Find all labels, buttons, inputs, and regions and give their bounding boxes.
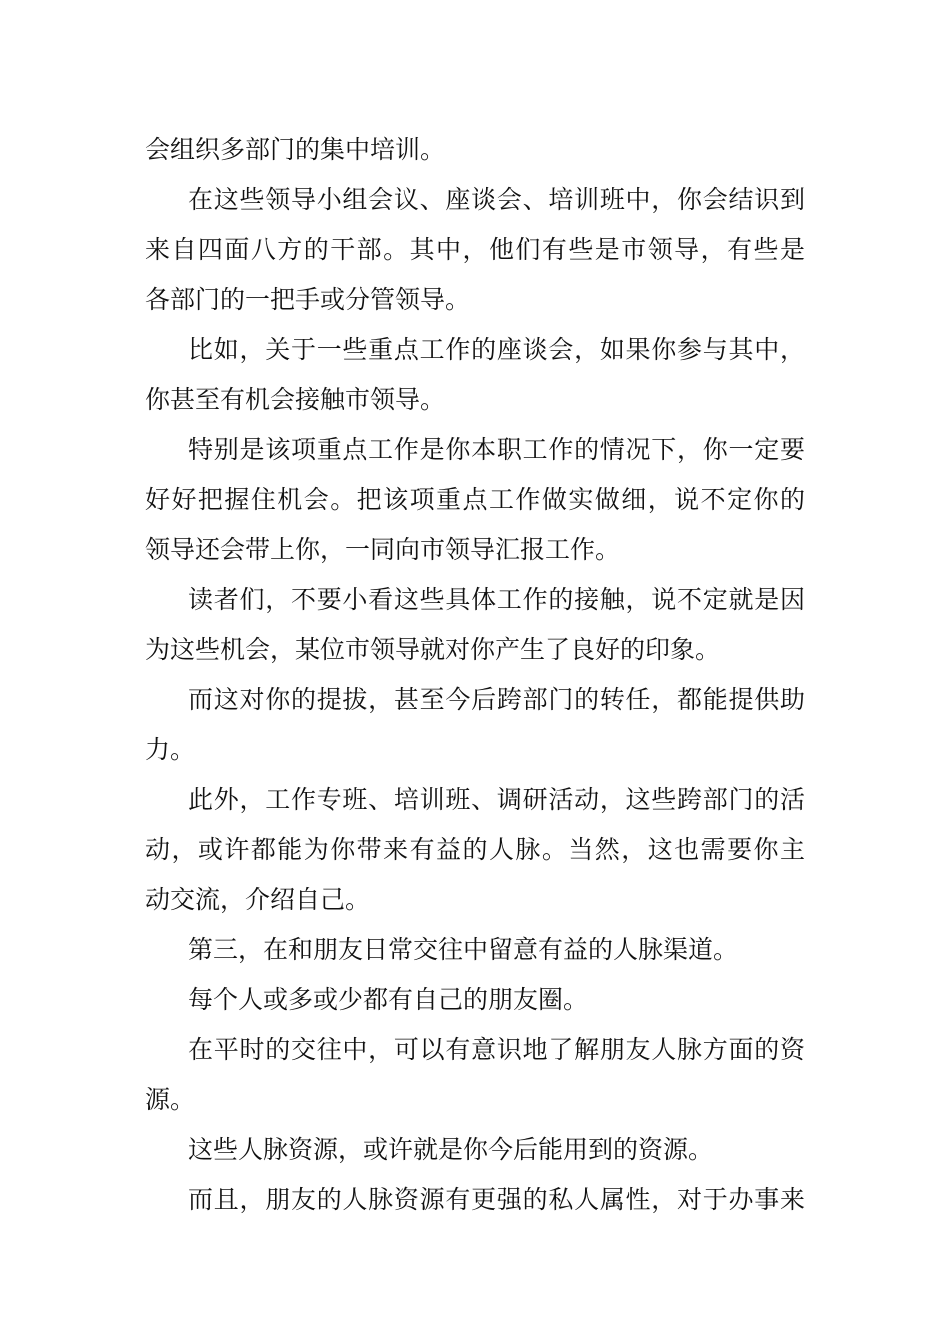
text-line: 来自四面八方的干部。其中，他们有些是市领导，有些是 [145,235,805,264]
text-line: 力。 [145,735,196,764]
text-line: 动，或许都能为你带来有益的人脉。当然，这也需要你主 [145,835,805,864]
paragraph [145,325,805,425]
text-line: 在这些领导小组会议、座谈会、培训班中，你会结识到 [188,185,805,214]
paragraph [145,1175,805,1225]
paragraph [145,675,805,775]
page-body [145,125,805,1225]
text-line: 读者们，不要小看这些具体工作的接触，说不定就是因 [188,585,805,614]
text-line: 源。 [145,1085,196,1114]
paragraph [145,575,805,675]
paragraph [145,975,805,1025]
paragraph [145,425,805,575]
paragraph [145,925,805,975]
text-line: 好好把握住机会。把该项重点工作做实做细，说不定你的 [145,485,805,514]
paragraph [145,775,805,925]
text-line: 比如，关于一些重点工作的座谈会，如果你参与其中， [188,335,805,364]
paragraph [145,1125,805,1175]
paragraph [145,125,805,175]
text-line: 第三，在和朋友日常交往中留意有益的人脉渠道。 [188,935,739,964]
paragraph [145,175,805,325]
text-line: 你甚至有机会接触市领导。 [145,385,446,414]
text-line: 在平时的交往中，可以有意识地了解朋友人脉方面的资 [188,1035,805,1064]
text-line: 动交流，介绍自己。 [145,885,371,914]
text-line: 各部门的一把手或分管领导。 [145,285,471,314]
text-line: 而这对你的提拔，甚至今后跨部门的转任，都能提供助 [188,685,805,714]
text-line: 特别是该项重点工作是你本职工作的情况下，你一定要 [188,435,805,464]
text-line: 此外，工作专班、培训班、调研活动，这些跨部门的活 [188,785,805,814]
text-line: 每个人或多或少都有自己的朋友圈。 [188,985,589,1014]
text-line: 这些人脉资源，或许就是你今后能用到的资源。 [188,1135,714,1164]
text-line: 会组织多部门的集中培训。 [145,135,446,164]
paragraph [145,1025,805,1125]
text-line: 而且，朋友的人脉资源有更强的私人属性，对于办事来 [188,1185,805,1214]
text-line: 为这些机会，某位市领导就对你产生了良好的印象。 [145,635,721,664]
text-line: 领导还会带上你，一同向市领导汇报工作。 [145,535,621,564]
